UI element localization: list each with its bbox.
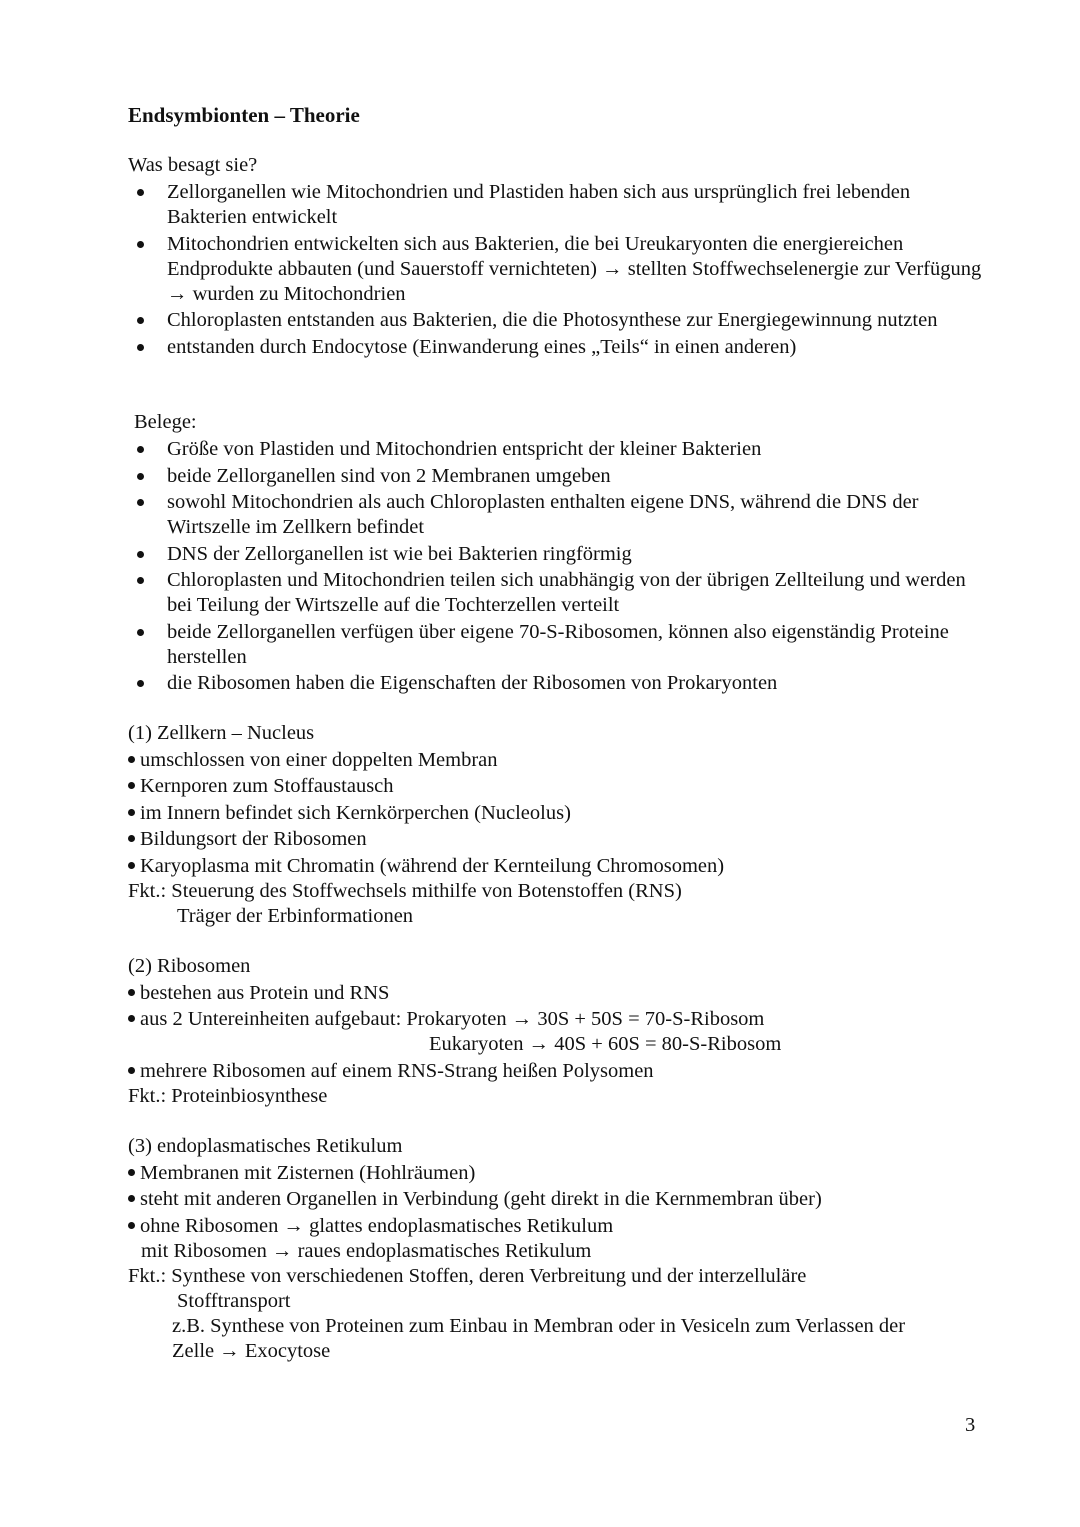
bullet-icon [128,1169,135,1176]
nucleus-list [128,748,988,879]
ribosomes-title: (2) Ribosomen [128,955,251,977]
list-item: Membranen mit Zisternen (Hohlräumen) [128,1161,988,1186]
list-item: beide Zellorganellen verfügen über eigene 70-S-Ribosomen, können also eigenständig Proteine herstellen [128,620,988,670]
er-function: Fkt.: Synthese von verschiedenen Stoffen, deren Verbreitung und der interzelluläre [128,1264,807,1287]
nucleus-function: Fkt.: Steuerung des Stoffwechsels mithilfe von Botenstoffen (RNS) [128,879,682,902]
bullet-icon [128,809,135,816]
list-item: mehrere Ribosomen auf einem RNS-Strang heißen Polysomen [128,1059,988,1084]
evidence-heading: Belege: [134,411,197,433]
bullet-icon [128,756,135,763]
page-title: Endsymbionten – Theorie [128,103,360,127]
list-item: Größe von Plastiden und Mitochondrien entspricht der kleiner Bakterien [128,437,988,462]
ribosomes-section [128,954,988,1109]
list-item: Chloroplasten entstanden aus Bakterien, die die Photosynthese zur Energiegewinnung nutzten [128,308,988,333]
er-rough: mit Ribosomen → raues endoplasmatisches Retikulum [141,1239,592,1262]
bullet-icon [128,1195,135,1202]
list-item: ohne Ribosomen → glattes endoplasmatisches Retikulum [128,1214,988,1239]
er-title: (3) endoplasmatisches Retikulum [128,1135,403,1157]
er-example-cont: Zelle → Exocytose [172,1339,331,1362]
nucleus-function-cont: Träger der Erbinformationen [177,904,414,927]
evidence-list [128,437,988,696]
nucleus-section [128,721,988,929]
ribosomes-function: Fkt.: Proteinbiosynthese [128,1084,328,1107]
page-number: 3 [965,1414,976,1436]
bullet-icon [128,782,135,789]
ribosomes-eukaryotes: Eukaryoten → 40S + 60S = 80-S-Ribosom [429,1033,782,1055]
bullet-icon [128,1015,135,1022]
list-item: entstanden durch Endocytose (Einwanderung eines „Teils“ in einen anderen) [128,335,988,360]
evidence-section [128,410,988,698]
list-item: Mitochondrien entwickelten sich aus Bakterien, die bei Ureukaryonten die energiereichen Endprodukte abbauten (und Sauerstoff vernichteten) → stellten Stoffwechselenergie zur Verfügung → wurden zu Mitochondrien [128,232,988,307]
bullet-icon [128,862,135,869]
list-item: bestehen aus Protein und RNS [128,981,988,1006]
theory-list [128,180,988,360]
theory-question: Was besagt sie? [128,154,258,176]
list-item: umschlossen von einer doppelten Membran [128,748,988,773]
list-item: DNS der Zellorganellen ist wie bei Bakterien ringförmig [128,542,988,567]
bullet-icon [128,1222,135,1229]
list-item: Kernporen zum Stoffaustausch [128,774,988,799]
list-item: Chloroplasten und Mitochondrien teilen sich unabhängig von der übrigen Zellteilung und werden bei Teilung der Wirtszelle auf die Tochterzellen verteilt [128,568,988,618]
list-item: Bildungsort der Ribosomen [128,827,988,852]
list-item: sowohl Mitochondrien als auch Chloroplasten enthalten eigene DNS, während die DNS der Wirtszelle im Zellkern befindet [128,490,988,540]
list-item: im Innern befindet sich Kernkörperchen (Nucleolus) [128,801,988,826]
bullet-icon [128,835,135,842]
er-function-cont: Stofftransport [177,1289,291,1312]
list-item: Karyoplasma mit Chromatin (während der Kernteilung Chromosomen) [128,854,988,879]
list-item: steht mit anderen Organellen in Verbindung (geht direkt in die Kernmembran über) [128,1187,988,1212]
list-item: Zellorganellen wie Mitochondrien und Plastiden haben sich aus ursprünglich frei lebenden Bakterien entwickelt [128,180,988,230]
bullet-icon [128,1067,135,1074]
theory-section [128,153,988,361]
list-item: aus 2 Untereinheiten aufgebaut: Prokaryoten → 30S + 50S = 70-S-Ribosom [128,1007,988,1032]
list-item: die Ribosomen haben die Eigenschaften der Ribosomen von Prokaryonten [128,671,988,696]
list-item: beide Zellorganellen sind von 2 Membranen umgeben [128,464,988,489]
bullet-icon [128,989,135,996]
er-example: z.B. Synthese von Proteinen zum Einbau in Membran oder in Vesiceln zum Verlassen der [172,1314,906,1337]
er-section [128,1134,988,1364]
nucleus-title: (1) Zellkern – Nucleus [128,722,315,744]
